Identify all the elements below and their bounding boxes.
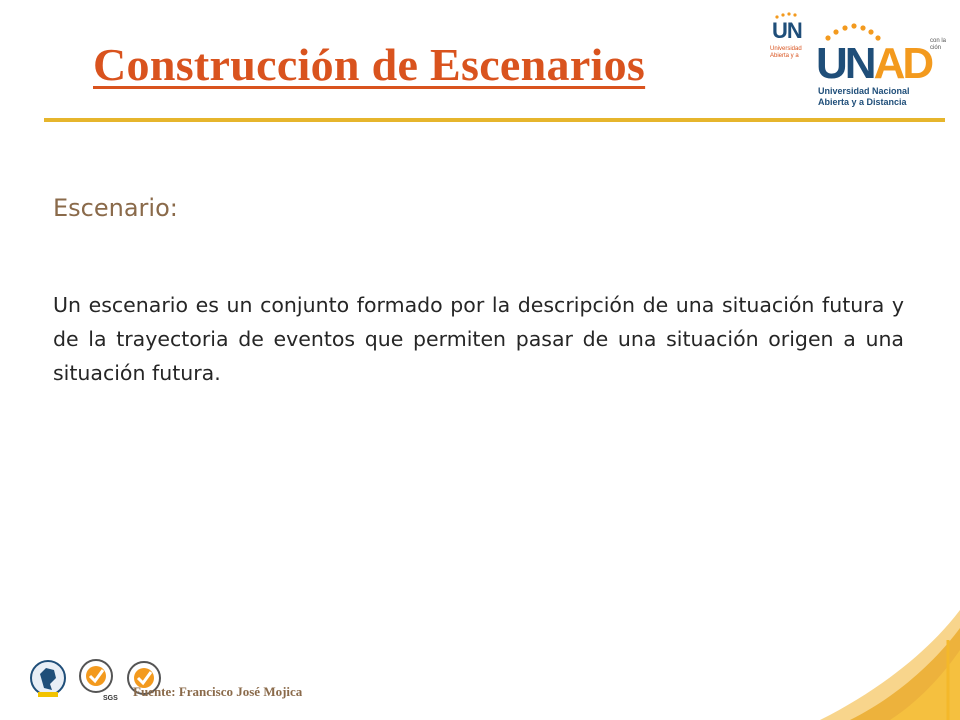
logo-line2: Abierta y a Distancia — [818, 97, 907, 107]
logo-word-accent: AD — [873, 39, 932, 88]
logo-wordmark — [816, 40, 931, 88]
small-logo-caption — [770, 46, 802, 60]
logo-line1: Universidad Nacional — [818, 86, 910, 96]
small-logo-letters: UN — [772, 18, 802, 43]
right-tag-line2: ción — [930, 45, 942, 51]
unad-small-logo — [770, 12, 802, 62]
unad-logo — [810, 22, 932, 112]
title-divider — [44, 118, 945, 122]
small-logo-line1: Universidad — [770, 46, 802, 52]
definition-paragraph: Un escenario es un conjunto formado por la descripción de una situación futura y de la trayectoria de eventos que permiten pasar de una situación origen a una situación futura. — [53, 293, 904, 385]
slide-title: Construcción de Escenarios — [93, 39, 646, 90]
right-tag-line1: con la — [930, 38, 947, 44]
colombia-seal-icon — [31, 661, 65, 697]
small-logo-line2: Abierta y a — [770, 53, 799, 59]
decorative-corner-wave — [820, 610, 960, 720]
logo-word-main: UN — [816, 39, 874, 88]
section-heading: Escenario: — [53, 194, 178, 222]
right-tagline — [930, 38, 946, 52]
footer-source: Fuente: Francisco José Mojica — [133, 684, 303, 699]
quality-check-icon — [80, 660, 112, 692]
sgs-mark: SGS — [103, 695, 118, 702]
